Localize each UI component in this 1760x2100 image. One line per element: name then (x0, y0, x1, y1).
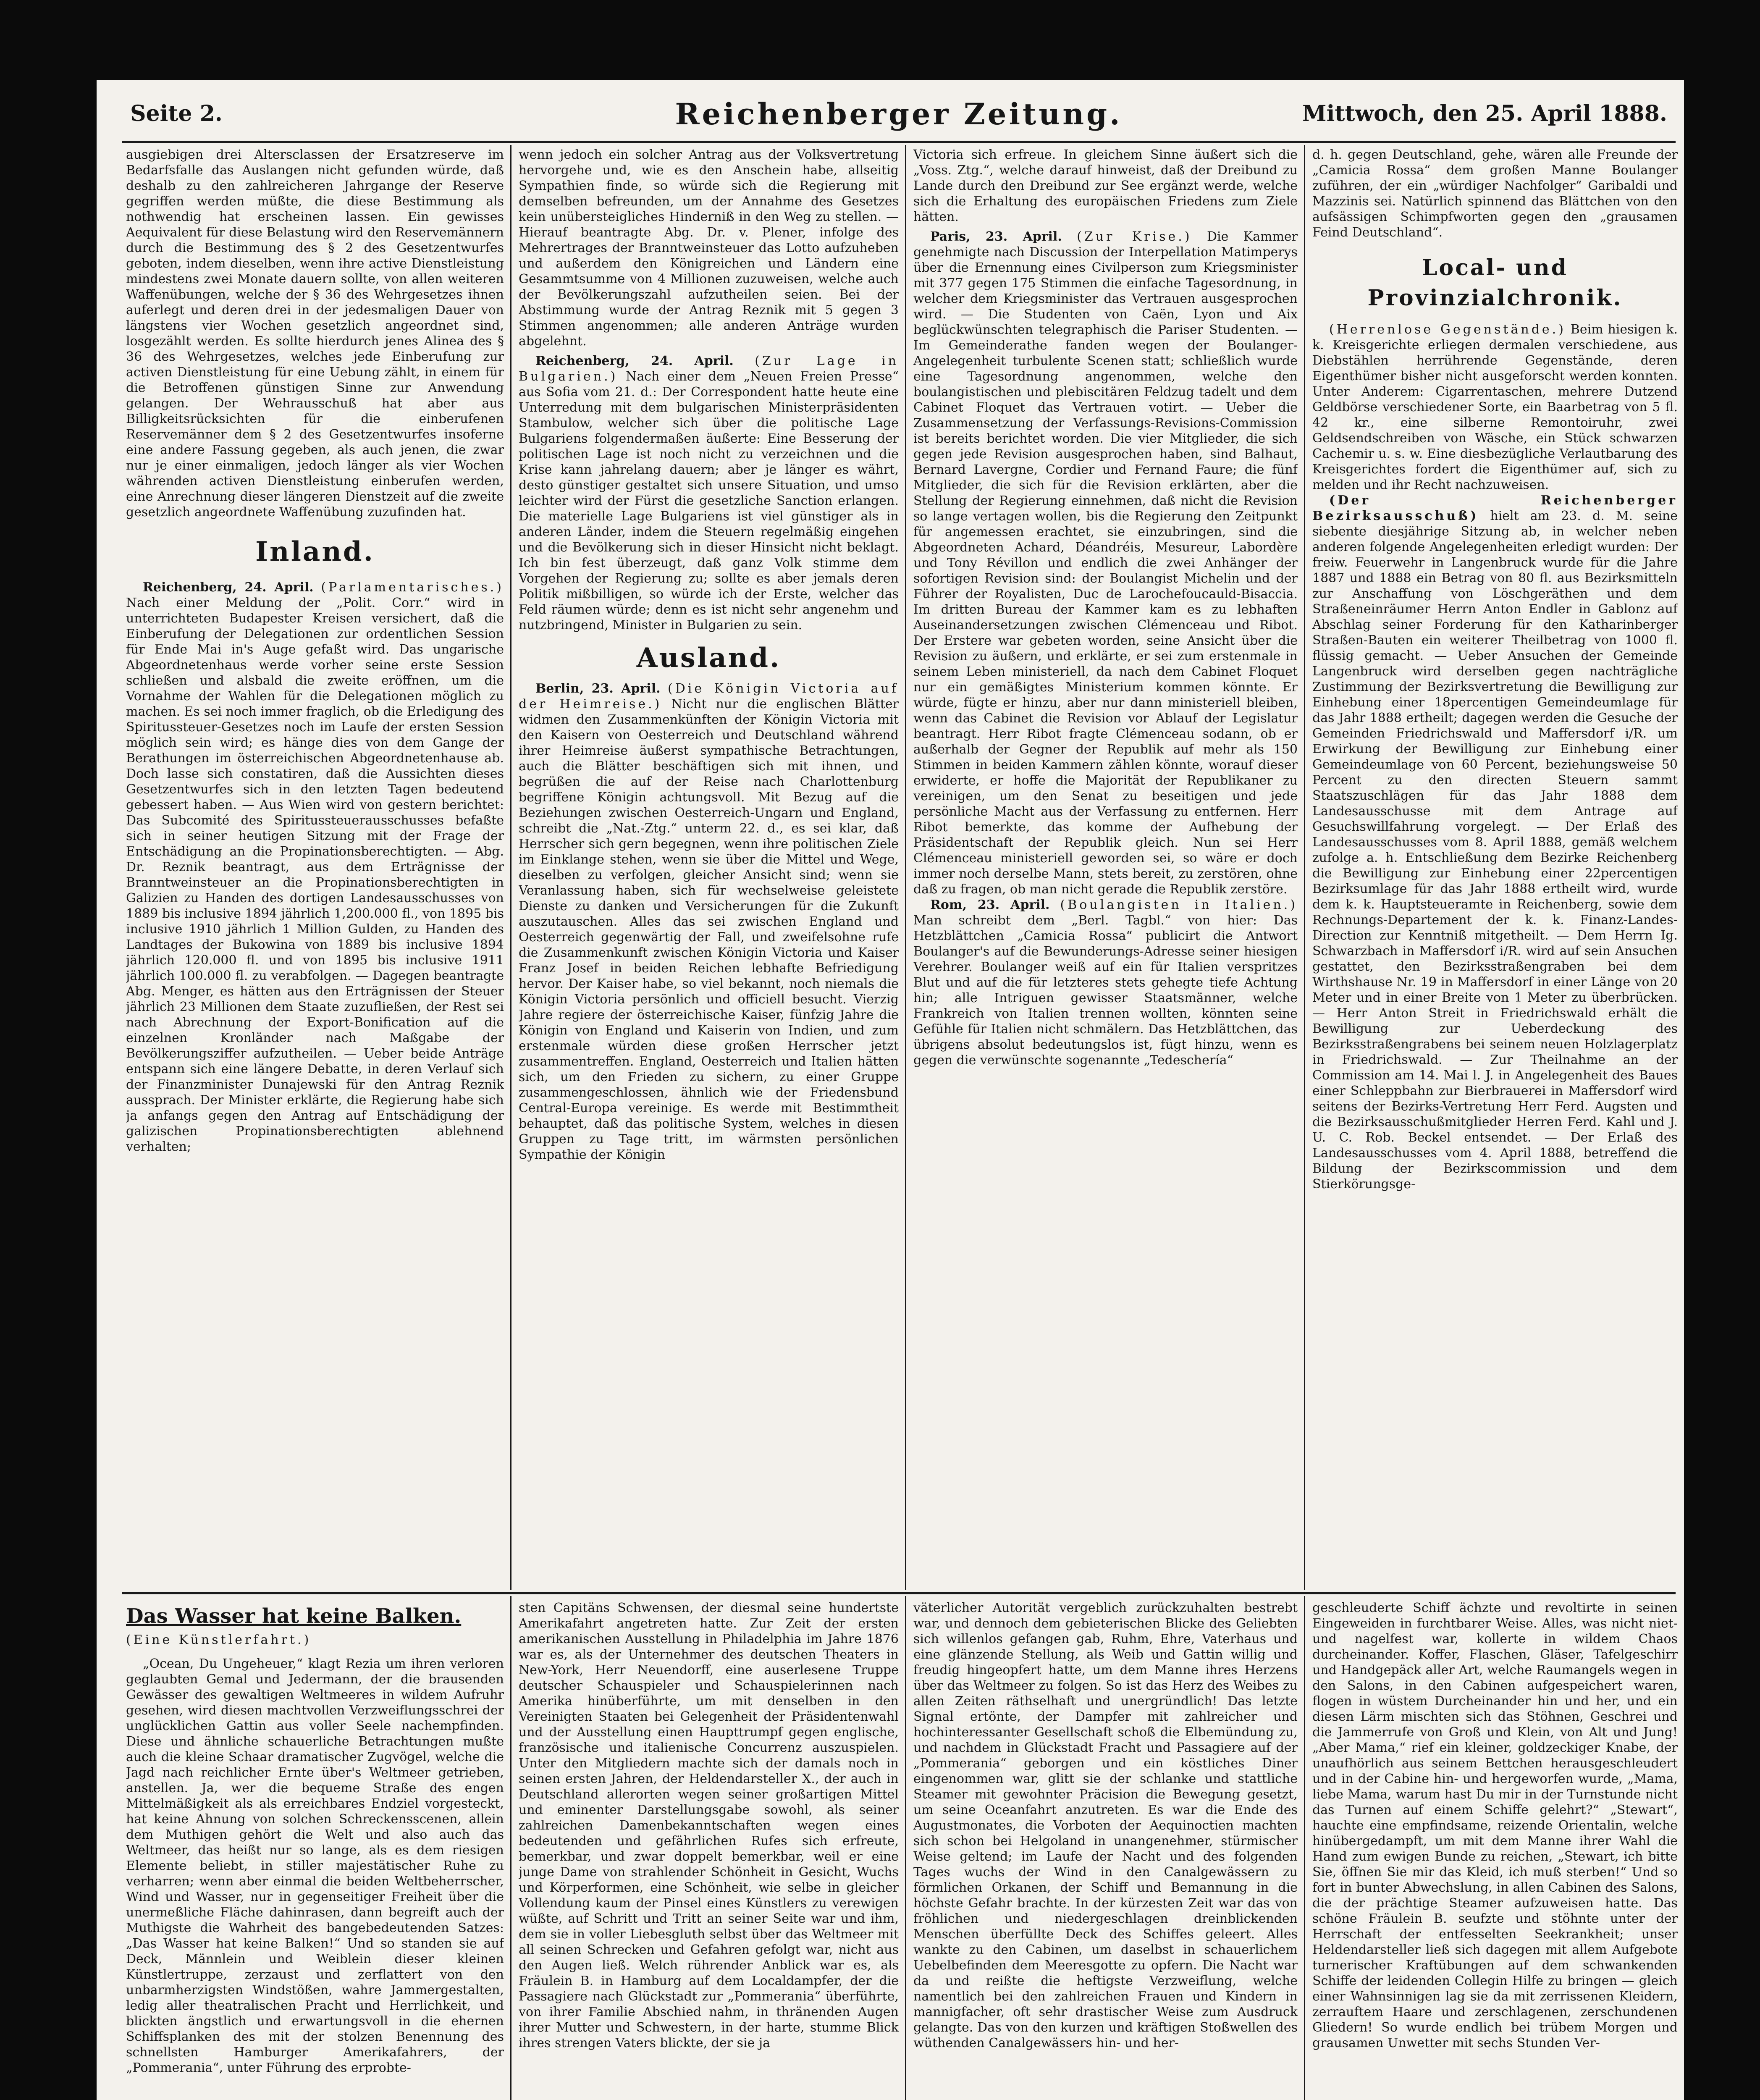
column-rule (510, 145, 511, 1590)
issue-date: Mittwoch, den 25. April 1888. (1302, 101, 1667, 126)
article-topic: (Zur Krise.) (1077, 229, 1192, 244)
column-2 (519, 147, 899, 1588)
feuilleton-text: geschleuderte Schiff ächzte und revoltirte in seinen Eingeweiden in furchtbarer Weise. Alles, was nicht niet- und nagelfest war, kollerte in wildem Chaos durcheinander. Koffer, Flaschen, Gläser, Tafelgeschirr und Handgepäck aller Art, welche Raumangels wegen in den Salons, in den Cabinen aufgespeichert waren, flogen in wüstem Durcheinander hin und her, und ein diesen Lärm mischten sich das Stöhnen, Geschrei und die Jammerrufe von Groß und Klein, von Alt und Jung! „Aber Mama,“ rief ein kleiner, goldzeckiger Knabe, der unaufhörlich aus seinem Bettchen herausgeschleudert und in der Cabine hin- und hergeworfen wurde, „Mama, liebe Mama, warum hast Du mir in der Turnstunde nicht das Turnen auf einem Schiffe gelehrt?“ „Stewart“, hauchte eine empfindsame, reizende Orientalin, welche hinübergedampft, um mit dem Manne ihrer Wahl die Hand zum ewigen Bunde zu reichen, „Stewart, ich bitte Sie, öffnen Sie mir das Kleid, ich muß sterben!“ Und so fort in bunter Abwechslung, in allen Cabinen des Salons, die der prächtige Steamer aufzuweisen hatte. Das schöne Fräulein B. seufzte und stöhnte unter der Herrschaft der entfesselten Seekrankheit; unser Heldendarsteller ließ sich dagegen mit allem Aufgebote turnerischer Kraftübungen auf dem schwankenden Schiffe der leidenden Collegin Hilfe zu bringen — gleich einer Wahnsinnigen lag sie da mit zerrissenen Kleidern, zerrauftem Haare und zerschlagenen, zerschundenen Gliedern! So wurde endlich bei trübem Morgen und grausamen Unwetter mit sechs Stunden Ver- (1312, 1601, 1678, 2050)
article-parlamentarisches (126, 580, 504, 1155)
article-body: Nach einer dem „Neuen Freien Presse“ aus Sofia vom 21. d.: Der Correspondent hatte heute eine Unterredung mit dem bulgarischen Ministerpräsidenten Stambulow, welcher sich über die politische Lage Bulgariens folgendermaßen äußerte: Eine Besserung der politischen Lage ist noch nicht zu verzeichnen und die Krise kann jahrelang dauern; aber je länger es währt, desto günstiger gestaltet sich unsere Situation, und umso leichter wird der Fürst die gesetzliche Sanction erlangen. Die materielle Lage Bulgariens ist viel günstiger als in anderen Länder, indem die Steuern regelmäßig eingehen und die Bevölkerung sich in dieser Hinsicht nicht beklagt. Ich bin fest überzeugt, daß ganz Volk stimme dem Vorgehen der Regierung zu; sollte es aber jemals deren Politik mißbilligen, so würde ich der Erste, welcher das Feld räumen würde; denn es ist nicht sehr angenehm und nutzbringend, Minister in Bulgarien zu sein. (519, 369, 899, 633)
column-rule (510, 1596, 511, 2100)
column-4 (1312, 147, 1678, 1588)
newspaper-title: Reichenberger Zeitung. (675, 97, 1123, 131)
feuilleton-rule (122, 1592, 1676, 1594)
header-rule (122, 141, 1676, 143)
article-body: hielt am 23. d. M. seine siebente diesjährige Sitzung ab, in welcher neben anderen folgende Angelegenheiten erledigt wurden: Der freiw. Feuerwehr in Langenbruck wurde für die Jahre 1887 und 1888 ein Betrag von 80 fl. aus Bezirksmitteln zur Anschaffung von Löschgeräthen und dem Straßeneinräumer Herrn Anton Endler in Gablonz auf Abschlag seiner Forderung für den Katharinberger Straßen-Bauten ein weiterer Theilbetrag von 1000 fl. flüssig gemacht. — Ueber Ansuchen der Gemeinde Langenbruck wird derselben gegen nachträgliche Zustimmung der Bezirksvertretung die Bewilligung zur Einhebung einer 18percentigen Gemeindeumlage für das Jahr 1888 ertheilt; dagegen werden die Gesuche der Gemeinden Friedrichswald und Maffersdorf i/R. um Erwirkung der Bewilligung zur Einhebung einer Gemeindeumlage von 60 Percent, beziehungsweise 50 Percent zu den directen Steuern sammt Staatszuschlägen für das Jahr 1888 dem Landesausschusse mit dem Antrage auf Gesuchswillfahrung vorgelegt. — Der Erlaß des Landesausschusses vom 8. April 1888, gemäß welchem zufolge a. h. Entschließung dem Bezirke Reichenberg die Bewilligung zur Einhebung einer 22percentigen Bezirksumlage für das Jahr 1888 ertheilt wird, wurde dem k. k. Hauptsteueramte in Reichenberg, sowie dem Rechnungs-Departement der k. k. Finanz-Landes-Direction zur Kenntniß mitgetheilt. — Dem Herrn Ig. Schwarzbach in Maffersdorf i/R. wird auf sein Ansuchen gestattet, den Bezirksstraßengraben bei dem Wirthshause Nr. 19 in Maffersdorf in einer Länge von 20 Meter und in einer Breite von 1 Meter zu überbrücken. — Herr Anton Streit in Friedrichswald erhält die Bewilligung zur Ueberdeckung des Bezirksstraßengrabens bei seinem neuen Holzlagerplatz in Friedrichswald. — Zur Theilnahme an der Commission am 14. Mai l. J. in Angelegenheit des Baues einer Schleppbahn zur Bierbrauerei in Maffersdorf wird seitens der Bezirks-Vertretung Herr Ferd. Augsten und die Bezirksausschußmitglieder Herren Ferd. Kahl und J. U. C. Rob. Beckel entsendet. — Der Erlaß des Landesausschusses vom 4. April 1888, betreffend die Bildung der Bezirkscommission und dem Stierkörungsge- (1312, 509, 1678, 1192)
article-body: Man schreibt dem „Berl. Tagbl.“ von hier: Das Hetzblättchen „Camicia Rossa“ publicirt die Antwort Boulanger's auf die Bewunderungs-Adresse seiner hiesigen Verehrer. Boulanger weiß auf ein für Italien verspritzes Blut und auf die für letzteres stets gehegte tiefe Achtung hin; alle Intriguen gewisser Staatsmänner, welche Frankreich von Italien trennen wollten, könnten seine Gefühle für Italien nicht schmälern. Das Hetzblättchen, das übrigens absolut bedeutungslos ist, fügt hinzu, wenn es gegen die verwünschte sogenannte „Tedeschería“ (913, 913, 1298, 1068)
dateline: Reichenberg, 24. April. (535, 354, 734, 368)
column-3 (913, 147, 1298, 1588)
feuilleton-subtitle: (Eine Künstlerfahrt.) (126, 1633, 312, 1647)
article-body: Die Kammer genehmigte nach Discussion der Interpellation Matimperys über die Ernennung eines Civilperson zum Kriegsminister mit 377 gegen 175 Stimmen die einfache Tagesordnung, in welcher dem Kriegsminister das Vertrauen ausgesprochen wird. — Die Studenten von Caën, Lyon und Aix beglückwünschten telegraphisch die Pariser Studenten. — Im Gemeinderathe fanden wegen der Boulanger-Angelegenheit turbulente Scenen statt; schließlich wurde eine Tagesordnung angenommen, welche den boulangistischen und plebiscitären Feldzug tadelt und dem Cabinet Floquet das Vertrauen votirt. — Ueber die Zusammensetzung der Verfassungs-Revisions-Commission ist bereits berichtet worden. Die vier Mitglieder, die sich gegen jede Revision ausgesprochen haben, sind Balhaut, Bernard Lavergne, Cordier und Fernand Faure; die fünf Mitglieder, die sich für die Revision erklärten, aber die Stellung der Regierung einnehmen, daß nicht die Revision so lange vertagen wollen, bis die Regierung den Zeitpunkt für angemessen erachtet, sie einzubringen, sind die Abgeordneten Achard, Déandréis, Mesureur, Labordère und Tony Révillon und endlich die zwei Anhänger der sofortigen Revision sind: der Boulangist Michelin und der Führer der Royalisten, Duc de Larochefoucauld-Bisaccia. Im dritten Bureau der Kammer kam es zu lebhaften Auseinandersetzungen zwischen Clémenceau und Ribot. Der Erstere war gebeten worden, seine Ansicht über die Revision zu äußern, und erklärte, er sei zum erstenmale in seinem Leben ministeriell, da nach dem Cabinet Floquet nur ein gemäßigtes Ministerium kommen könnte. Er würde, fügte er hinzu, aber nur dann ministeriell bleiben, wenn das Cabinet die Revision vor Ablauf der Legislatur beantragt. Herr Ribot fragte Clémenceau sodann, ob er außerhalb der Gegner der Republik auf mehr als 150 Stimmen in beiden Kammern zählen könnte, worauf dieser erwiderte, er hoffe die Majorität der Republikaner zu vereinigen, um den Senat zu beseitigen und jede persönliche Macht aus der Verfassung zu entfernen. Herr Ribot bemerkte, das komme der Aufhebung der Präsidentschaft der Republik gleich. Nun sei Herr Clémenceau ministeriell geworden sei, so wäre er doch immer noch derselbe Mann, stets bereit, zu zerstören, ohne daß zu fragen, ob man nicht gerade die Republik zerstöre. (913, 229, 1298, 897)
article-bezirksausschuss (1312, 493, 1678, 1192)
feuilleton-column-1 (126, 1600, 504, 2100)
dateline: Rom, 23. April. (930, 898, 1050, 912)
column-rule (905, 145, 906, 1590)
column-rule (1304, 145, 1305, 1590)
article-bulgarien (519, 353, 899, 633)
article-topic: (Der Reichenberger Bezirksausschuß) (1312, 493, 1678, 523)
dateline: Reichenberg, 24. April. (143, 580, 314, 595)
article-continuation: Victoria sich erfreue. In gleichem Sinne äußert sich die „Voss. Ztg.“, welche darauf hinweist, daß der Dreibund zu Lande durch den Dreibund zur See ergänzt werde, welche sich die Erhaltung des europäischen Friedens zum Ziele hätten. (913, 147, 1298, 224)
column-1 (126, 147, 504, 1588)
article-topic: (Zur Lage in Bulgarien.) (519, 354, 899, 384)
article-continuation: ausgiebigen drei Altersclassen der Ersatzreserve im Bedarfsfalle das Auslangen nicht gefunden würde, daß deshalb zu den zahlreicheren Jahrgange der Reserve gegriffen werden müßte, die diese Bestimmung als nothwendig hat erscheinen lassen. Ein gewisses Aequivalent für diese Belastung wird den Reservemännern durch die Bestimmung des § 2 des Gesetzentwurfes geboten, indem dieselben, wenn ihre active Dienstleistung mindestens zwei Monate dauern sollte, von allen weiteren Waffenübungen, welche der § 36 des Wehrgesetzes ihnen auferlegt und deren drei in der jedesmaligen Dauer von längstens vier Wochen gesetzlich angeordnet sind, losgezählt werden. Es sollte hierdurch jenes Alinea des § 36 des Wehrgesetzes, welches jede Einberufung zur activen Dienstleistung für eine Uebung zählt, in einem für die Betroffenen günstigen Sinne zur Anwendung gelangen. Der Wehrausschuß hat aber aus Billigkeitsrücksichten für die einberufenen Reservemänner dem § 2 des Gesetzentwurfes insoferne eine andere Fassung gegeben, als auch jenen, die zwar nur je einer einmaligen, jedoch länger als vier Wochen währenden activen Dienstleistung einberufen werden, eine Anrechnung dieser längeren Dienstzeit auf die zweite gesetzlich angeordnete Waffenübung zuzufinden hat. (126, 147, 504, 520)
article-herrenlose-gegenstaende (1312, 322, 1678, 493)
section-heading-inland: Inland. (255, 536, 375, 567)
scan-border-left (0, 0, 97, 2100)
section-heading-ausland: Ausland. (636, 642, 781, 674)
column-rule (1304, 1596, 1305, 2100)
dateline: Berlin, 23. April. (535, 681, 661, 696)
feuilleton-text: „Ocean, Du Ungeheuer,“ klagt Rezia um ihren verloren geglaubten Gemal und Jedermann, der die brausenden Gewässer des gewaltigen Weltmeeres in wildem Aufruhr gesehen, wird diesen machtvollen Verzweiflungsschrei der unglücklichen Gattin aus voller Seele nachempfinden. Diese und ähnliche schauerliche Betrachtungen mußte auch die kleine Schaar dramatischer Zugvögel, welche die Jagd nach reichlicher Ernte über's Weltmeer getrieben, anstellen. Ja, wer die bequeme Straße des engen Mittelmäßigkeit als als erreichbares Endziel vorgesteckt, hat keine Ahnung von solchen Schreckensscenen, allein dem Muthigen gehört die Welt und also auch das Weltmeer, das heißt nur so lange, als es dem riesigen Elemente beliebt, in stiller majestätischer Ruhe zu verharren; wenn aber einmal die beiden Weltbeherrscher, Wind und Wasser, nur in gegenseitiger Freiheit über die unermeßliche Fläche dahinrasen, dann begreift auch der Muthigste die Wahrheit des bangebedeutenden Satzes: „Das Wasser hat keine Balken!“ Und so standen sie auf Deck, Männlein und Weiblein dieser kleinen Künstlertruppe, zerzaust und zerflattert von den unbarmherzigsten Windstößen, wahre Jammergestalten, ledig aller theatralischen Pracht und Herrlichkeit, und blickten ängstlich und erwartungsvoll in die ehernen Schiffsplanken des mit der stolzen Benennung des schnellsten Hamburger Amerikafahrers, der „Pommerania“, unter Führung des erprobte- (126, 1656, 504, 2075)
article-koenigin-victoria (519, 681, 899, 1163)
page-number: Seite 2. (130, 101, 223, 126)
article-topic: (Herrenlose Gegenstände.) (1329, 322, 1566, 337)
article-topic: (Boulangisten in Italien.) (1060, 898, 1298, 912)
article-continuation: d. h. gegen Deutschland, gehe, wären alle Freunde der „Camicia Rossa“ dem großen Manne Boulanger zuführen, der ein „würdiger Nachfolger“ Garibaldi und Mazzinis sei. Natürlich spinnend das Blättchen von den aufsässigen Schimpfworten gegen den „grausamen Feind Deutschland“. (1312, 147, 1678, 240)
feuilleton-text: sten Capitäns Schwensen, der diesmal seine hundertste Amerikafahrt angetreten hatte. Zur Zeit der ersten amerikanischen Ausstellung in Philadelphia im Jahre 1876 war es, als der Unternehmer des deutschen Theaters in New-York, Herr Neuendorff, eine auserlesene Truppe deutscher Schauspieler und Schauspielerinnen nach Amerika hinüberführte, um mit denselben in den Vereinigten Staaten bei Gelegenheit der Präsidentenwahl und der Ausstellung einen Haupttrumpf gegen englische, französische und italienische Concurrenz auszuspielen. Unter den Mitgliedern machte sich der damals noch in seinen ersten Jahren, der Heldendarsteller X., der auch in Deutschland allerorten wegen seiner großartigen Mittel und eminenter Darstellungsgabe sowohl, als seiner zahlreichen Damenbekanntschaften wegen eines bedeutenden und gefährlichen Rufes sich erfreute, bemerkbar, und zwar doppelt bemerkbar, weil er eine junge Dame von strahlender Schönheit in Gesicht, Wuchs und Körperformen, eine Schönheit, wie selbe in gleicher Vollendung kaum der Pinsel eines Künstlers zu verewigen wüßte, auf Schritt und Tritt an seiner Seite war und ihm, dem sie in voller Liebesgluth selbst über das Weltmeer mit all seinen Schrecken und Gefahren gefolgt war, nicht aus den Augen ließ. Welch rührender Anblick war es, als Fräulein B. in Hamburg auf dem Localdampfer, der die Passagiere nach Glückstadt zur „Pommerania“ überführte, von ihrer Familie Abschied nahm, in thränenden Augen ihrer Mutter und Schwestern, in der harte, stumme Blick ihres strengen Vaters blickte, der sie ja (519, 1601, 899, 2050)
column-rule (905, 1596, 906, 2100)
article-topic: (Die Königin Victoria auf der Heimreise.) (519, 681, 899, 711)
feuilleton-title: Das Wasser hat keine Balken. (126, 1604, 462, 1628)
article-body: Beim hiesigen k. k. Kreisgerichte erliegen dermalen verschiedene, aus Diebstählen herrührende Gegenstände, deren Eigenthümer bisher nicht ausgeforscht werden konnten. Unter Anderem: Cigarrentaschen, mehrere Dutzend Geldbörse verschiedener Sorte, ein Baarbetrag von 5 fl. 42 kr., eine silberne Remontoiruhr, zwei Geldsendschreiben von Wäsche, ein Stück schwarzen Cachemir u. s. w. Eine diesbezügliche Verlautbarung des Kreisgerichtes fordert die Eigenthümer auf, sich zu melden und ihr Recht nachzuweisen. (1312, 322, 1678, 492)
feuilleton-text: väterlicher Autorität vergeblich zurückzuhalten bestrebt war, und dennoch dem gebieterischen Blicke des Geliebten sich willenlos gefangen gab, Ruhm, Ehre, Vaterhaus und eine glänzende Stellung, als Weib und Gattin willig und freudig hingeopfert hatte, um dem Manne ihres Herzens über das Weltmeer zu folgen. So ist das Herz des Weibes zu allen Zeiten räthselhaft und unergründlich! Das letzte Signal ertönte, der Dampfer mit zahlreicher und hochinteressanter Gesellschaft schoß die Elbemündung zu, und nachdem in Glückstadt Fracht und Passagiere auf der „Pommerania“ geborgen und ein köstliches Diner eingenommen war, glitt sie der schlanke und stattliche Steamer mit gewohnter Präcision die Bewegung gesetzt, um seine Oceanfahrt anzutreten. Es war die Ende des Augustmonates, die Vorboten der Aequinoctien machten sich schon bei Helgoland in unangenehmer, stürmischer Weise geltend; im Laufe der Nacht und des folgenden Tages wuchs der Wind in den Canalgewässern zu förmlichen Orkanen, der Schiff und Bemannung in die höchste Gefahr brachte. In der kürzesten Zeit war das von fröhlichen und niedergeschlagen dreinblickenden Menschen überfüllte Deck des Schiffes geleert. Alles wankte zu den Cabinen, um daselbst in schauerlichem Uebelbefinden dem Meeresgotte zu opfern. Die Nacht war da und reißte die heftigste Verzweiflung, welche namentlich bei den zahlreichen Frauen und Kindern in mannigfacher, oft sehr drastischer Weise zum Ausdruck gelangte. Das von den kurzen und kräftigen Stoßwellen des wüthenden Canalgewässers hin- und her- (913, 1601, 1298, 2050)
scan-border-right (1684, 0, 1760, 2100)
feuilleton-column-4 (1312, 1600, 1678, 2100)
article-body: Nicht nur die englischen Blätter widmen den Zusammenkünften der Königin Victoria mit den Kaisern von Oesterreich und Deutschland während ihrer Heimreise äußerst sympathische Betrachtungen, auch die Blätter beschäftigen sich mit ihnen, und begrüßen die auf der Reise nach Charlottenburg begriffene Königin achtungsvoll. Mit Bezug auf die Beziehungen zwischen Oesterreich-Ungarn und England, schreibt die „Nat.-Ztg.“ unterm 22. d., es sei klar, daß Herrscher sich gern begegnen, wenn ihre politischen Ziele im Einklange stehen, wenn sie über die Mittel und Wege, dieselben zu verfolgen, gleicher Ansicht sind; wenn sie Veranlassung haben, sich für wechselweise geleistete Dienste zu danken und Versicherungen für die Zukunft auszutauschen. Alles das sei zwischen England und Oesterreich gegenwärtig der Fall, und zweifelsohne rufe die Zusammenkunft zwischen Königin Victoria und Kaiser Franz Josef in beiden Reichen lebhafte Befriedigung hervor. Der Kaiser habe, so viel bekannt, noch niemals die Königin Victoria persönlich und officiell besucht. Vierzig Jahre regiere der österreichische Kaiser, fünfzig Jahre die Königin von England und Kaiserin von Indien, und zum erstenmale würden diese großen Herrscher jetzt zusammentreffen. England, Oesterreich und Italien hätten sich, um den Frieden zu sichern, zu einer Gruppe zusammengeschlossen, ähnlich wie der Friedensbund Central-Europa vereinige. Es werde mit Bestimmtheit behauptet, daß das politische System, welches in diesen Gruppen zu Tage tritt, im wärmsten persönlichen Sympathie der Königin (519, 697, 899, 1162)
article-rom-boulangisten (913, 897, 1298, 1068)
article-body: Nach einer Meldung der „Polit. Corr.“ wird in unterrichteten Budapester Kreisen versichert, daß die Einberufung der Delegationen zur ordentlichen Session für Ende Mai in's Auge gefaßt wird. Das ungarische Abgeordnetenhaus werde vorher seine erste Session schließen und alsbald die zweite eröffnen, um die Vornahme der Wahlen für die Delegationen möglich zu machen. Es sei noch immer fraglich, ob die Erledigung des Spiritussteuer-Gesetzes noch im Laufe der ersten Session möglich sein wird; es hänge dies von dem Gange der Berathungen im österreichischen Abgeordnetenhause ab. Doch lasse sich constatiren, daß die Aussichten dieses Gesetzentwurfes sich in den letzten Tagen bedeutend gebessert haben. — Aus Wien wird von gestern berichtet: Das Subcomité des Spiritussteuerausschusses befaßte sich in seiner heutigen Sitzung mit der Frage der Entschädigung an die Propinationsberechtigten. — Abg. Dr. Reznik beantragt, aus dem Erträgnisse der Branntweinsteuer an die Propinationsberechtigten in Galizien zu Handen des dortigen Landesausschusses von 1889 bis inclusive 1894 jährlich 1,200.000 fl., von 1895 bis inclusive 1910 jährlich 1 Million Gulden, zu Handen des Landtages der Bukowina von 1889 bis inclusive 1894 jährlich 120.000 fl. und von 1895 bis inclusive 1911 jährlich 100.000 fl. zu verabfolgen. — Dagegen beantragte Abg. Menger, es hätten aus den Erträgnissen der Steuer jährlich 23 Millionen dem Staate zuzufließen, der Rest sei nach Abrechnung der Export-Bonification auf die einzelnen Kronländer nach Maßgabe der Bevölkerungsziffer aufzutheilen. — Ueber beide Anträge entspann sich eine längere Debatte, in deren Verlauf sich der Finanzminister Dunajewski für den Antrag Reznik aussprach. Der Minister erklärte, die Regierung habe sich ja anfangs gegen den Antrag auf Entschädigung der galizischen Propinationsberechtigten ablehnend verhalten; (126, 596, 504, 1154)
article-continuation: wenn jedoch ein solcher Antrag aus der Volksvertretung hervorgehe und, wie es den Anschein habe, allseitig Sympathien finde, so würde sich die Regierung mit demselben befreunden, um der Annahme des Gesetzes kein unübersteigliches Hinderniß in den Weg zu stellen. — Hierauf beantragte Abg. Dr. v. Plener, infolge des Mehrertrages der Branntweinsteuer das Lotto aufzuheben und außerdem den Königreichen und Ländern eine Gesammtsumme von 4 Millionen zuzuweisen, welche auch der Bevölkerungszahl aufzutheilen seien. Bei der Abstimmung wurde der Antrag Reznik mit 5 gegen 3 Stimmen angenommen; alle anderen Anträge wurden abgelehnt. (519, 147, 899, 349)
article-topic: (Parlamentarisches.) (321, 580, 504, 595)
dateline: Paris, 23. April. (930, 229, 1062, 244)
scan-border-top (0, 0, 1760, 80)
feuilleton-column-3 (913, 1600, 1298, 2100)
page-header (126, 92, 1671, 139)
article-paris-krise (913, 229, 1298, 897)
section-heading-localchronik: Local- und Provinzialchronik. (1367, 255, 1623, 311)
feuilleton-column-2 (519, 1600, 899, 2100)
